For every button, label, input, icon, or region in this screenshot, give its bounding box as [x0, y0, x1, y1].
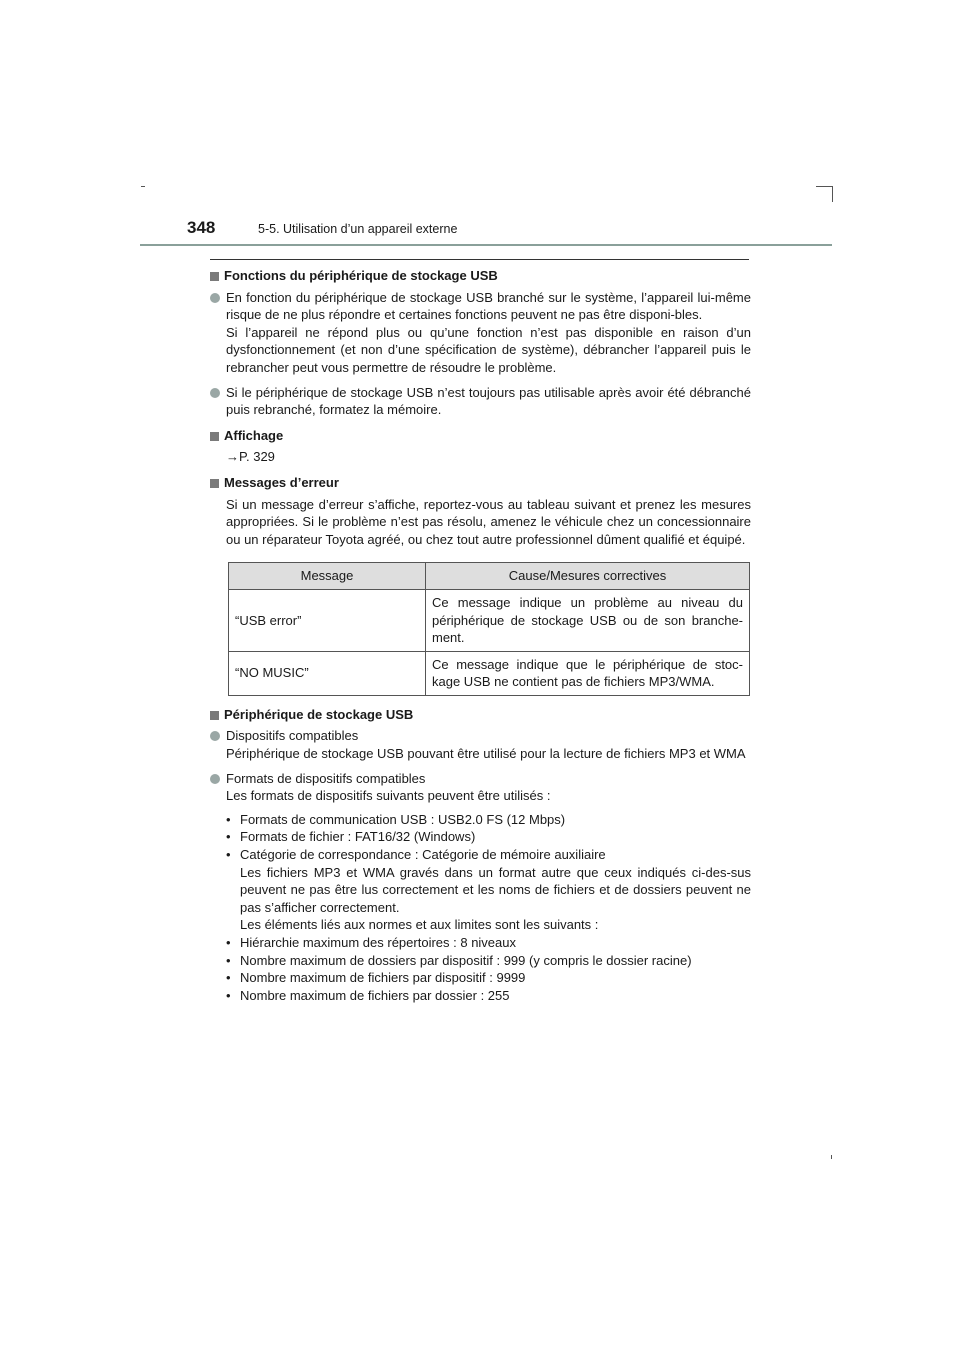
page-number: 348	[187, 218, 216, 237]
list-item	[226, 828, 751, 846]
bullet-glyph: •	[226, 811, 231, 827]
crop-mark-bottom-right	[831, 1155, 832, 1159]
table-cell-cause: Ce message indique que le périphérique de stoc-kage USB ne contient pas de fichiers MP3/WMA.	[426, 651, 750, 695]
section-title	[210, 427, 751, 445]
table-cell-message: “NO MUSIC”	[229, 651, 426, 695]
section-title	[210, 706, 751, 724]
section-title	[210, 474, 751, 492]
list-item	[226, 846, 751, 864]
crop-mark-top-right-v	[832, 186, 833, 202]
paragraph: Si l’appareil ne répond plus ou qu’une fonction n’est pas disponible en raison d’un dysfonctionnement (et non d’une spécification de système), débrancher l’appareil puis le rebrancher peut vous permettre de résoudre le problème.	[226, 324, 751, 375]
chapter-title: 5-5. Utilisation d’un appareil externe	[258, 222, 458, 236]
bullet-item	[210, 770, 751, 1005]
page-reference-link[interactable]: →P. 329	[226, 449, 275, 465]
table-header-cell: Message	[229, 563, 426, 590]
list-item	[226, 934, 751, 952]
table-cell-message: “USB error”	[229, 589, 426, 651]
list-item-subtext: Les éléments liés aux normes et aux limites sont les suivants :	[240, 917, 599, 933]
paragraph: En fonction du périphérique de stockage USB branché sur le système, l’appareil lui-même risque de ne plus répondre et certaines fonctions peuvent ne pas être disponi-bles.	[226, 289, 751, 323]
table-header-row	[229, 563, 750, 590]
format-list	[226, 811, 751, 1005]
paragraph: Formats de dispositifs compatibles	[226, 770, 426, 786]
list-item-text: Hiérarchie maximum des répertoires : 8 niveaux	[240, 935, 516, 950]
list-item-text: Nombre maximum de dossiers par dispositif : 999 (y compris le dossier racine)	[240, 952, 692, 968]
list-item-text: Nombre maximum de fichiers par dispositif : 9999	[240, 970, 526, 986]
list-item	[226, 811, 751, 829]
section-title	[210, 267, 751, 285]
table-cell-cause: Ce message indique un problème au niveau du périphérique de stockage USB ou de son branche-ment.	[426, 589, 750, 651]
paragraph: Les formats de dispositifs suivants peuvent être utilisés :	[226, 788, 551, 804]
paragraph: Dispositifs compatibles	[226, 728, 359, 744]
bullet-item	[210, 289, 751, 377]
list-item-subtext: Les fichiers MP3 et WMA gravés dans un format autre que ceux indiqués ci-des-sus peuvent ne pas être lus correctement et les noms de fichiers et de dossiers peuvent ne pas s’afficher correctement.	[240, 864, 751, 915]
crop-mark-top-right-h	[816, 186, 833, 187]
list-item-text: Formats de communication USB : USB2.0 FS (12 Mbps)	[240, 811, 566, 827]
list-item-text: Nombre maximum de fichiers par dossier : 255	[240, 987, 510, 1003]
round-bullet-icon	[210, 731, 220, 741]
bullet-glyph: •	[226, 987, 231, 1003]
paragraph: Si le périphérique de stockage USB n’est toujours pas utilisable après avoir été débranché puis rebranché, formatez la mémoire.	[226, 384, 751, 418]
table-row	[229, 651, 750, 695]
content-rule	[210, 259, 749, 260]
bullet-item	[210, 384, 751, 419]
round-bullet-icon	[210, 293, 220, 303]
bullet-glyph: •	[226, 970, 231, 986]
round-bullet-icon	[210, 388, 220, 398]
list-item-text: Catégorie de correspondance : Catégorie de mémoire auxiliaire	[240, 847, 606, 863]
square-bullet-icon	[210, 479, 219, 488]
list-item-sub	[226, 916, 751, 934]
page-content	[210, 267, 751, 1004]
square-bullet-icon	[210, 272, 219, 281]
section-title-text: Fonctions du périphérique de stockage USB	[224, 268, 498, 283]
paragraph: Si un message d’erreur s’affiche, reportez-vous au tableau suivant et prenez les mesures appropriées. Si le problème n’est pas résolu, amenez le véhicule chez un concessionnaire ou un réparateur Toyota agréé, ou chez tout autre professionnel dûment qualifié et équipé.	[226, 496, 751, 547]
table-row	[229, 589, 750, 651]
paragraph: Périphérique de stockage USB pouvant être utilisé pour la lecture de fichiers MP3 et WMA	[226, 746, 746, 762]
square-bullet-icon	[210, 432, 219, 441]
square-bullet-icon	[210, 711, 219, 720]
section-error-messages	[210, 474, 751, 696]
round-bullet-icon	[210, 774, 220, 784]
section-usb-functions	[210, 267, 751, 419]
crop-mark-top-left	[141, 186, 145, 187]
section-usb-storage	[210, 706, 751, 1005]
section-display	[210, 427, 751, 466]
list-item-text: Formats de fichier : FAT16/32 (Windows)	[240, 829, 476, 845]
list-item-sub	[226, 864, 751, 917]
bullet-glyph: •	[226, 935, 231, 950]
list-item	[226, 969, 751, 987]
section-title-text: Messages d’erreur	[224, 474, 339, 490]
bullet-glyph: •	[226, 952, 231, 968]
bullet-glyph: •	[226, 847, 231, 863]
table-header-cell: Cause/Mesures correctives	[426, 563, 750, 590]
section-title-text: Périphérique de stockage USB	[224, 706, 414, 722]
section-title-text: Affichage	[224, 427, 284, 443]
list-item	[226, 952, 751, 970]
list-item	[226, 987, 751, 1005]
bullet-item	[210, 727, 751, 762]
error-message-table	[228, 562, 750, 696]
bullet-glyph: •	[226, 829, 231, 845]
header-rule	[140, 244, 832, 246]
